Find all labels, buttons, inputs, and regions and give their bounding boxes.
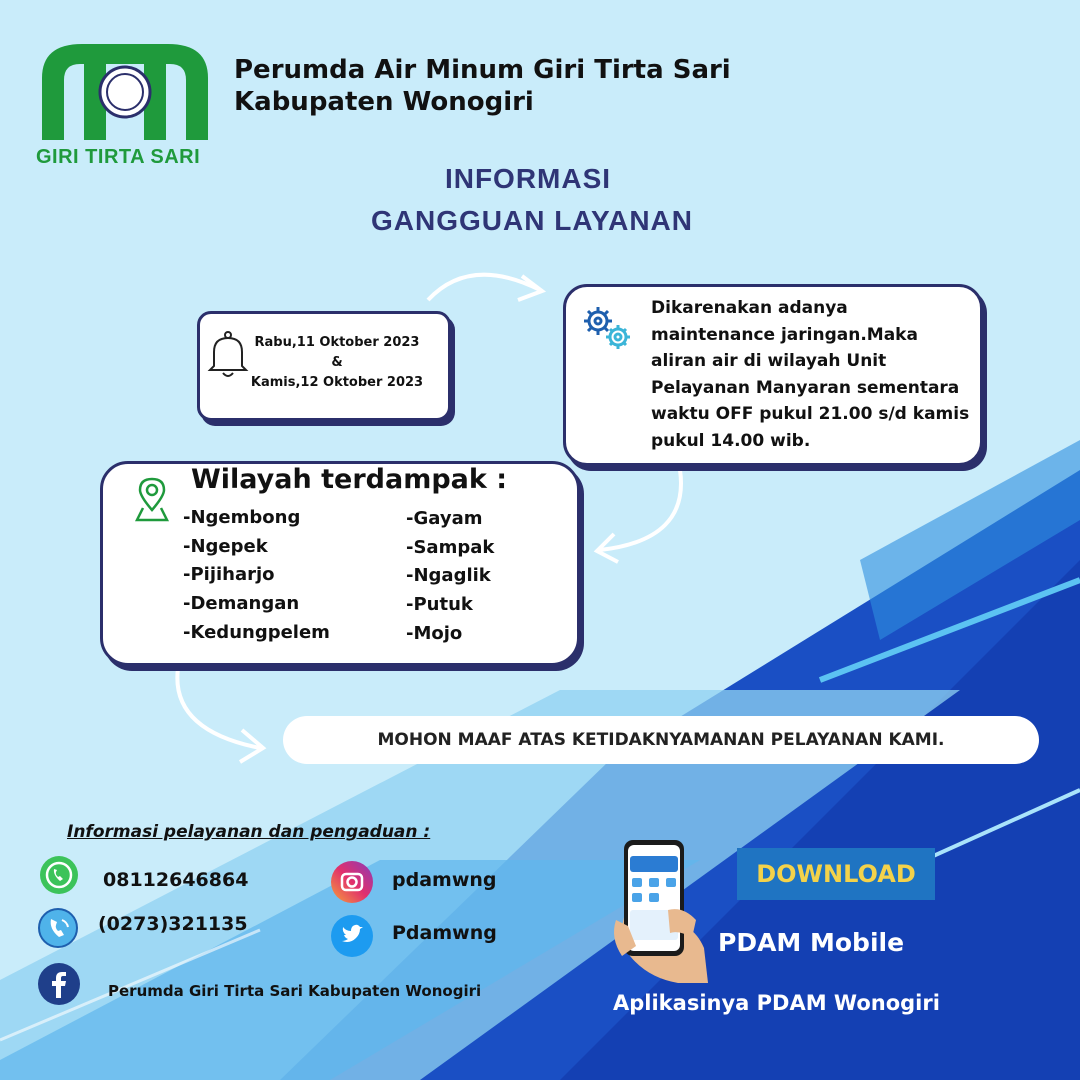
affected-area-item: -Demangan [183,593,300,615]
affected-area-item: -Pijiharjo [183,564,275,586]
instagram-handle[interactable]: pdamwng [392,869,497,891]
apology-banner [283,716,1039,764]
affected-title: Wilayah terdampak : [191,464,508,495]
notice-card [563,284,983,466]
schedule-date2: Kamis,12 Oktober 2023 [250,375,424,390]
org-name-line2: Kabupaten Wonogiri [234,87,534,117]
notice-line-4: Pelayanan Manyaran sementara [651,377,960,398]
apology-text: MOHON MAAF ATAS KETIDAKNYAMANAN PELAYANAN KAMI. [377,730,945,750]
instagram-icon [330,860,374,904]
facebook-page[interactable]: Perumda Giri Tirta Sari Kabupaten Wonogiri [108,982,482,1000]
app-name: PDAM Mobile [718,928,905,957]
affected-list-left [183,504,330,647]
bell-icon [206,330,250,380]
affected-area-item: -Ngaglik [406,565,491,587]
affected-area-item: -Putuk [406,594,473,616]
schedule-separator: & [331,355,343,370]
affected-list-right [406,505,494,648]
facebook-icon [37,962,81,1006]
whatsapp-number[interactable]: 08112646864 [103,869,249,891]
twitter-icon [330,914,374,958]
schedule-date1: Rabu,11 Oktober 2023 [254,335,420,350]
twitter-handle[interactable]: Pdamwng [392,922,497,944]
logo-text: GIRI TIRTA SARI [36,146,201,168]
affected-areas-card [100,461,580,666]
phone-icon [37,907,79,949]
gear-icon [580,301,636,353]
affected-area-item: -Sampak [406,536,495,558]
notice-line-3: aliran air di wilayah Unit [651,351,887,371]
location-pin-icon [134,476,170,524]
headline-line2: GANGGUAN LAYANAN [371,205,693,236]
org-name-line1: Perumda Air Minum Giri Tirta Sari [234,55,731,85]
notice-line-2: maintenance jaringan.Maka [651,324,918,345]
phone-app-illustration [608,838,718,984]
affected-area-item: -Kedungpelem [183,621,330,643]
notice-line-1: Dikarenakan adanya [651,298,848,318]
download-button[interactable] [737,848,935,900]
whatsapp-icon [38,854,80,896]
logo-mark [36,40,214,144]
notice-line-6: pukul 14.00 wib. [651,430,811,451]
affected-area-item: -Ngembong [183,507,301,528]
affected-area-item: -Gayam [406,508,483,529]
affected-area-item: -Ngepek [183,535,268,557]
contact-heading: Informasi pelayanan dan pengaduan : [67,822,431,842]
download-label: DOWNLOAD [756,860,916,888]
app-tagline: Aplikasinya PDAM Wonogiri [613,991,940,1015]
schedule-card [197,311,451,421]
phone-number[interactable]: (0273)321135 [98,913,248,935]
notice-line-5: waktu OFF pukul 21.00 s/d kamis [651,404,970,424]
affected-area-item: -Mojo [406,622,463,644]
headline-line1: INFORMASI [444,163,612,194]
company-logo [36,40,214,168]
